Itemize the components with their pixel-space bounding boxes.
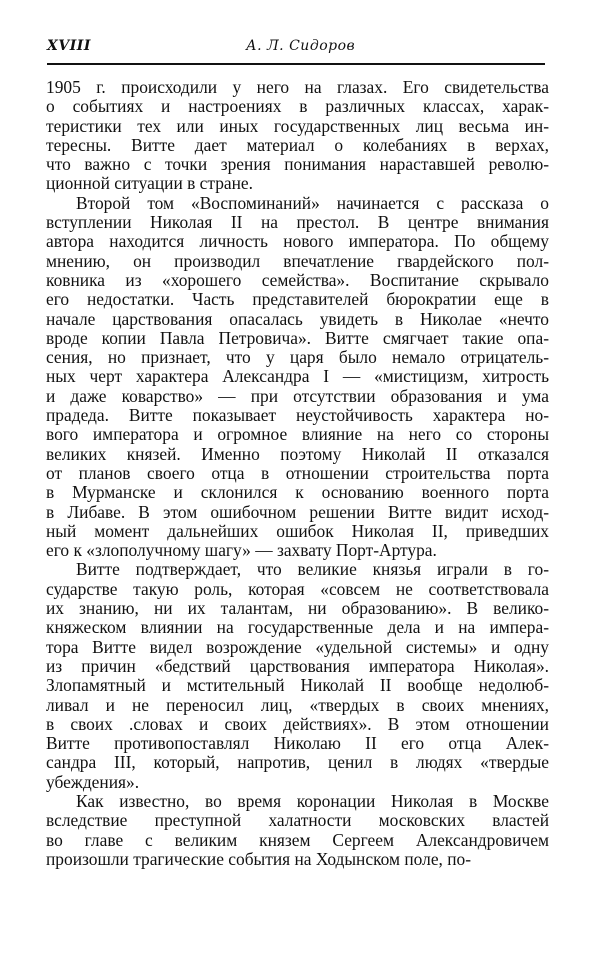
running-title: А. Л. Сидоров	[246, 38, 356, 54]
text-line: о событиях и настроениях в различных классах, харак-	[46, 96, 549, 117]
body-text	[46, 78, 549, 869]
text-line: великих князей. Именно поэтому Николай II отказался	[46, 443, 549, 464]
text-line: тересны. Витте дает материал о колебаниях в верхах,	[46, 134, 549, 155]
paragraph	[46, 194, 549, 561]
text-line: Как известно, во время коронации Николая в Москве	[76, 790, 549, 811]
text-line: произошли трагические события на Ходынском поле, по-	[46, 848, 472, 869]
text-line: ционной ситуации в стране.	[46, 173, 253, 194]
text-line: автора находится личность нового императора. По общему	[46, 231, 549, 252]
text-line: 1905 г. происходили у него на глазах. Его свидетельства	[46, 77, 549, 97]
text-line: тора Витте видел возрождение «удельной системы» и одну	[46, 636, 549, 657]
running-head	[46, 38, 546, 60]
text-line: вступлении Николая II на престол. В центре внимания	[46, 212, 549, 233]
text-line: Витте противопоставлял Николаю II его отца Алек-	[46, 733, 549, 754]
text-line: сударстве такую роль, которая «совсем не соответствовала	[46, 578, 549, 599]
text-line: от планов своего отца в отношении строительства порта	[46, 462, 549, 483]
text-line: ливал и не переносил лиц, «твердых в своих мнениях,	[46, 694, 549, 715]
text-line: в Мурманске и склонился к основанию военного порта	[46, 482, 549, 503]
text-line: прадеда. Витте показывает неустойчивость характера но-	[46, 405, 549, 426]
text-line: что важно с точки зрения понимания нараставшей револю-	[46, 154, 549, 175]
text-line: сандра III, который, напротив, ценил в людях «твердые	[46, 752, 549, 773]
text-line: в своих .словах и своих действиях». В этом отношении	[46, 713, 549, 734]
text-line: его недостатки. Часть представителей бюрократии еще в	[46, 289, 549, 310]
text-line: Второй том «Воспоминаний» начинается с рассказа о	[76, 192, 549, 213]
text-line: из причин «бедствий царствования императора Николая».	[46, 655, 549, 676]
text-line: в Либаве. В этом ошибочном решении Витте видит исход-	[46, 501, 549, 522]
text-line: во главе с великим князем Сергеем Александровичем	[46, 829, 549, 850]
text-line: их знанию, ни их талантам, ни образованию». В велико-	[46, 598, 549, 619]
text-line: ных черт характера Александра I — «мистицизм, хитрость	[46, 366, 549, 387]
text-line: Витте подтверждает, что великие князья играли в го-	[76, 559, 549, 580]
paragraph	[46, 560, 549, 792]
text-line: и даже коварство» — при отсутствии образования и ума	[46, 385, 549, 406]
text-line: ковника из «хорошего семейства». Воспитание скрывало	[46, 269, 549, 290]
paragraph	[46, 78, 549, 194]
text-line: ный момент дальнейших ошибок Николая II, приведших	[46, 520, 549, 541]
paragraph	[46, 792, 549, 869]
text-line: княжеском влиянии на государственные дела и на импера-	[46, 617, 549, 638]
text-line: вроде копии Павла Петровича». Витте смягчает такие опа-	[46, 327, 549, 348]
text-line: мнению, он производил впечатление гвардейского пол-	[46, 250, 549, 271]
text-line: убеждения».	[46, 771, 140, 792]
header-rule	[47, 63, 545, 65]
text-line: вследствие преступной халатности московских властей	[46, 810, 549, 831]
text-line: сения, но признает, что у царя было немало отрицатель-	[46, 347, 549, 368]
text-line: Злопамятный и мстительный Николай II вообще недолюб-	[46, 675, 549, 696]
text-line: теристики тех или иных государственных лиц весьма ин-	[46, 115, 549, 136]
text-line: начале царствования опасалась увидеть в Николае «нечто	[46, 308, 549, 329]
page-number: XVIII	[47, 38, 91, 54]
text-line: вого императора и огромное влияние на него со стороны	[46, 424, 549, 445]
text-line: его к «злополучному шагу» — захвату Порт-Артура.	[46, 540, 437, 561]
